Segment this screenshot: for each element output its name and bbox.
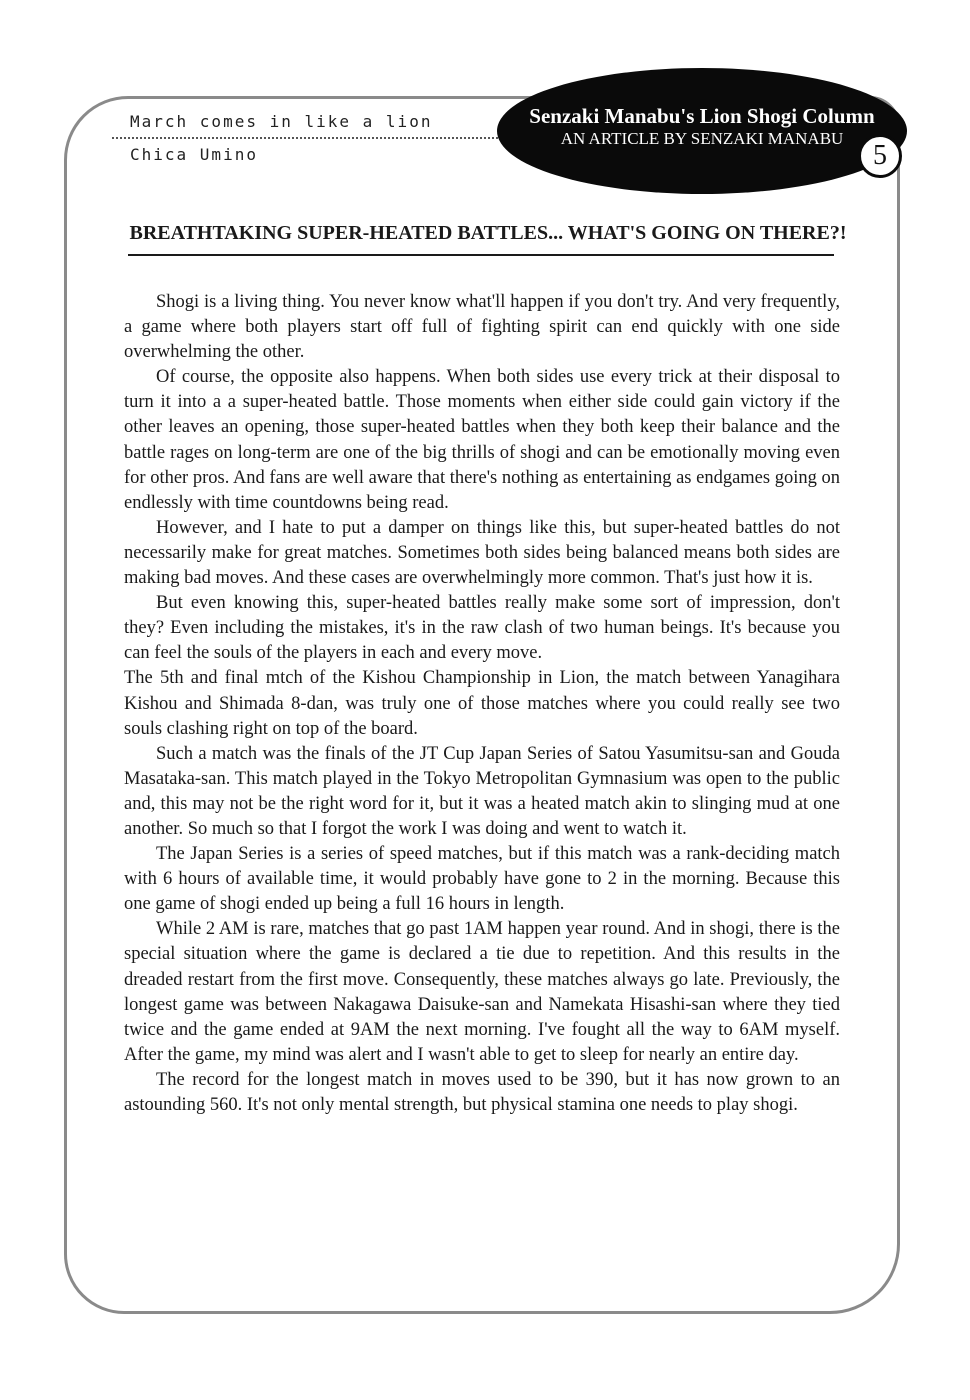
series-title: March comes in like a lion (130, 112, 433, 131)
article-paragraph: While 2 AM is rare, matches that go past 1AM happen year round. And in shogi, there is the special situation where the game is declared a tie due to repetition. And this results in the dreaded restart from the first move. Consequently, these matches always go late. Previously, the longest game was between Nakagawa Daisuke-san and Namekata Hisashi-san where they tied twice and the game ended at 9AM the next morning. I've fought all the way to 6AM myself. After the game, my mind was alert and I wasn't able to get to sleep for nearly an entire day. (124, 919, 840, 1065)
column-title: Senzaki Manabu's Lion Shogi Column (529, 104, 875, 128)
article-paragraph: The 5th and final mtch of the Kishou Championship in Lion, the match between Yanagihara Kishou and Shimada 8-dan, was truly one of those matches where you could really see two souls clashing right on top of the board. (124, 668, 840, 739)
series-info (112, 112, 502, 164)
article-paragraph: Such a match was the finals of the JT Cup Japan Series of Satou Yasumitsu-san and Gouda Masataka-san. This match played in the Tokyo Metropolitan Gymnasium was open to the public and, this may not be the right word for it, but it was a heated match akin to slinging mud at one another. So much so that I forgot the work I was doing and went to watch it. (124, 743, 840, 839)
article-paragraph: Of course, the opposite also happens. When both sides use every trick at their disposal to turn it into a a super-heated battle. Those moments when either side could gain victory if the other leaves an opening, those super-heated battles when they both keep their balance and the battle rages on long-term are one of the big thrills of shogi and can be emotionally moving even for other pros. And fans are well aware that there's nothing as entertaining as endgames going on endlessly with time countdowns being read. (124, 367, 840, 513)
article-body (124, 290, 840, 1118)
article-paragraph: Shogi is a living thing. You never know what'll happen if you don't try. And very frequently, a game where both players start off full of fighting spirit can end quickly with one side overwhelming the other. (124, 292, 840, 363)
article-paragraph: The record for the longest match in moves used to be 390, but it has now grown to an astounding 560. It's not only mental strength, but physical stamina one needs to play shogi. (124, 1069, 840, 1115)
page-number: 5 (858, 134, 902, 178)
headline-underline (128, 254, 834, 256)
article-paragraph: But even knowing this, super-heated battles really make some sort of impression, don't they? Even including the mistakes, it's in the raw clash of two human beings. It's because you can feel the souls of the players in each and every move. (124, 593, 840, 664)
article-paragraph: However, and I hate to put a damper on things like this, but super-heated battles do not necessarily make for great matches. Sometimes both sides being balanced means both sides are making bad moves. And these cases are overwhelmingly more common. That's just how it is. (124, 517, 840, 589)
column-subtitle: AN ARTICLE BY SENZAKI MANABU (560, 129, 844, 148)
series-author: Chica Umino (130, 145, 258, 164)
column-banner (497, 68, 907, 194)
article-headline: BREATHTAKING SUPER-HEATED BATTLES... WHAT'S GOING ON THERE?! (129, 222, 847, 244)
dotted-divider (112, 137, 498, 139)
article-paragraph: The Japan Series is a series of speed matches, but if this match was a rank-deciding match with 6 hours of available time, it would probably have gone to 2 in the morning. Because this one game of shogi ended up being a full 16 hours in length. (124, 844, 840, 915)
